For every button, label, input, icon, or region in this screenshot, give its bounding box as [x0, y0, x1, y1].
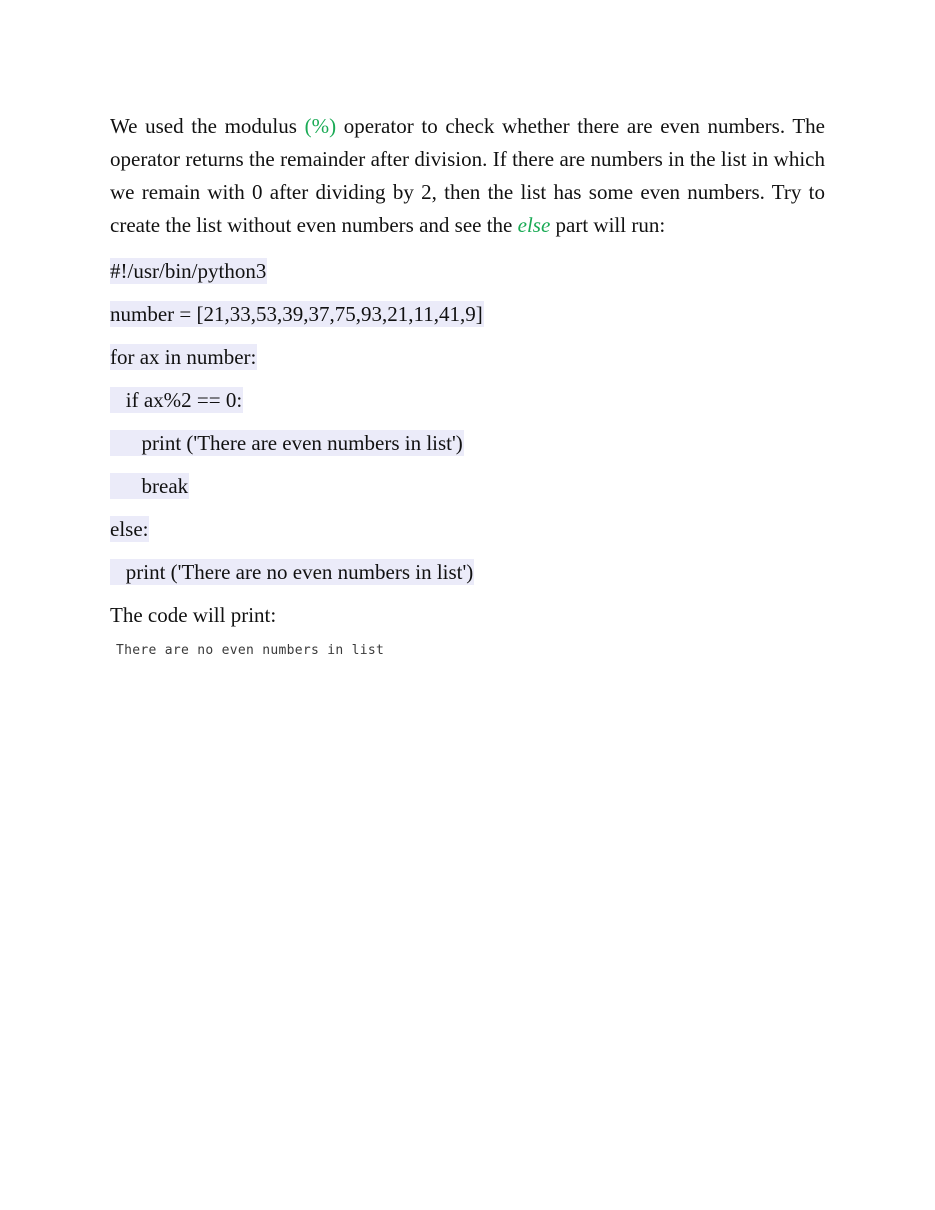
- intro-paragraph: [110, 110, 825, 242]
- intro-text-1: We used the modulus: [110, 114, 305, 138]
- code-text: print ('There are even numbers in list'): [110, 431, 463, 455]
- output-intro: The code will print:: [110, 603, 277, 627]
- code-text: if ax%2 == 0:: [110, 388, 243, 412]
- code-text: for ax in number:: [110, 345, 257, 369]
- intro-text-3: part will run:: [550, 213, 666, 237]
- code-line: [110, 430, 825, 456]
- code-text: number = [21,33,53,39,37,75,93,21,11,41,9]: [110, 302, 483, 326]
- code-line: [110, 559, 825, 585]
- code-line: [110, 516, 825, 542]
- code-line: [110, 387, 825, 413]
- code-text: #!/usr/bin/python3: [110, 259, 267, 283]
- code-line: [110, 258, 825, 284]
- code-line: [110, 344, 825, 370]
- intro-text-2: operator to check whether there are even numbers. The operator returns the remainder after division. If there are numbers in the list in which we remain with 0 after dividing by 2, then the list has some even numbers. Try to create the list without even numbers and see the: [110, 114, 825, 237]
- code-line: [110, 473, 825, 499]
- document-page: [110, 110, 825, 658]
- console-output: There are no even numbers in list: [116, 643, 385, 658]
- else-keyword: else: [517, 213, 551, 237]
- modulus-operator: (%): [304, 114, 337, 138]
- code-line: [110, 301, 825, 327]
- code-text: break: [110, 474, 189, 498]
- code-text: print ('There are no even numbers in list'): [110, 560, 474, 584]
- code-text: else:: [110, 517, 149, 541]
